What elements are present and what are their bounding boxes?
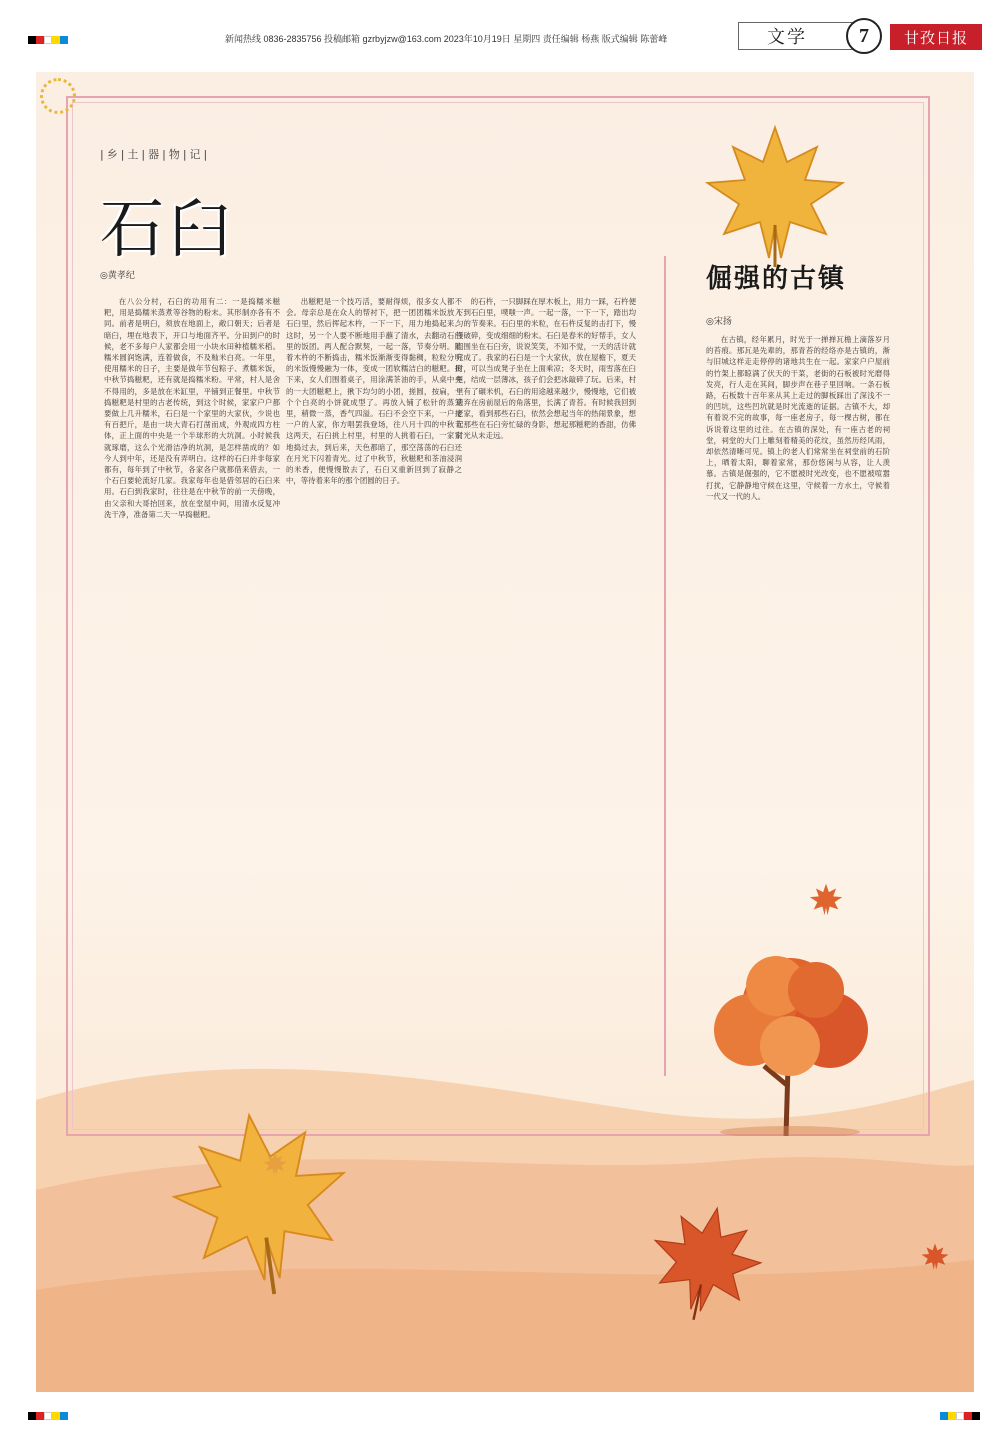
article-body-text: 在古镇，经年累月，时光于一掸掸瓦檐上滴落岁月的苔痕。那瓦是先辈的，那青苔的经络亦是古镇的，渐与旧城这样走走停停的诸地共生在一起。家家户户屋前的竹架上都晾满了伏天的干菜，老街的石板被时光磨得发亮，行人走在其间，脚步声在巷子里回响。一条石板路，石板数十百年来从其上走过的脚板踩出了深浅不一的凹坑，这些凹坑就是时光流逝的证据。古镇不大，却有着说不完的故事，每一座老房子，每一棵古树，都在诉说着这里的过往。在古镇的深处，有一座古老的祠堂，祠堂的大门上雕刻着精美的花纹，虽然历经风雨，却依然清晰可见。镇上的老人们常常坐在祠堂前的石阶上，晒着太阳，聊着家常，那份悠闲与从容，让人羡慕。古镇是倔强的，它不愿被时光改变，也不愿被喧嚣打扰，它静静地守候在这里，守候着一方水土，守候着一代又一代的人。 <box>706 335 890 501</box>
masthead-info: 新闻热线 0836-2835756 投稿邮箱 gzrbyjzw@163.com 2023年10月19日 星期四 责任编辑 杨燕 版式编辑 陈蕾峰 <box>225 34 668 44</box>
maple-leaf-icon <box>920 1240 950 1274</box>
column-divider <box>664 256 666 1076</box>
maple-leaf-icon <box>700 120 850 270</box>
article-title-2: 倔强的古镇 <box>706 264 847 294</box>
article-body-text: 出糍粑是一个技巧活，要耐得烦，很多女人都不会。母亲总是在众人的帮衬下，把一团团糯米饭放入石臼里，然后挥起木杵，一下一下，用力地捣起来。这时，另一个人要不断地用手蘸了清水，去翻动石臼里的饭团。两人配合默契，一起一落，节奏分明。随着木杵的不断捣击，糯米饭渐渐变得黏稠，粒粒分明的米饭慢慢融为一体，变成一团软糯洁白的糍粑。接下来，女人们围着桌子，用涂满茶油的手，从桌中央的一大团糍粑上，揪下均匀的小团，搓圆，按扁，一个个白亮的小饼就成型了。再放入铺了松针的蒸笼里，稍微一蒸，香气四溢。石臼不会空下来，一户接一户的人家，你方唱罢我登场，往八月十四的中秋节这两天，石臼挑上村里，村里的人挑着石臼，一家家地捣过去，到后来，天色都暗了，那空荡荡的石臼还在月光下闪着青光。过了中秋节，秋糍粑和茶油浸润的米香，便慢慢散去了，石臼又重新回到了寂静之中，等待着来年的那个团圆的日子。 <box>286 297 462 486</box>
section-label-box <box>738 22 856 50</box>
maple-leaf-icon <box>262 1150 288 1178</box>
page-number: 7 <box>846 18 882 54</box>
column-tag: |乡|土|器|物|记| <box>100 148 211 161</box>
newspaper-logo: 甘孜日报 <box>890 24 982 50</box>
article-author-2: ◎宋扬 <box>706 317 732 327</box>
maple-leaf-icon <box>808 880 844 920</box>
dotted-circle-ornament <box>40 78 76 114</box>
section-name: 文学 <box>767 27 807 48</box>
registration-bar-bottom-left <box>28 1412 68 1420</box>
masthead <box>0 0 1000 60</box>
maple-leaf-icon <box>646 1196 766 1326</box>
article-column-4 <box>706 334 890 874</box>
article-column-1 <box>104 296 280 1116</box>
article-column-2 <box>286 296 462 1086</box>
autumn-tree-icon <box>680 946 900 1136</box>
article-body-text: 在八公分村，石臼的功用有二：一是捣糯米糍粑，用是捣糯米蒸煮等谷物的粉末。其形制亦各有不同。前者是明臼，须放在地面上，敞口朝天；后者是暗臼，埋在地表下，开口与地面齐平。分田到户的时候，老不多每户人家都会用一小块水田种植糯米稻。糯米圆润饱满，连着做食，不及籼米白亮。一年里，使用糯米的日子，主要是做年节包粽子、煮糯米饭，中秋节捣糍粑，还有就是捣糯米粉。平常，村人是舍不得用的，多是放在米缸里，平铺到正餐里。中秋节捣糍粑是村里的古老传统，到这个时候，家家户户都要做上几升糯米，石臼是一个家里的大家伙，少说也有百把斤，是由一块大青石打凿而成，外观成四方柱体，正上面的中央是一个半球形的大坑洞。小时候我就琢磨，这么个光滑洁净的坑洞，是怎样凿成的？如今人到中年，还是没有弄明白。这样的石臼并非每家都有，每年到了中秋节，各家各户就都借来借去，一个石臼要轮流好几家。我家每年也是借邻居的石臼来用。石臼到我家时，往往是在中秋节的前一天傍晚，由父亲和大哥抬回来，放在堂屋中间，用清水反复冲洗干净，准备第二天一早捣糍粑。 <box>104 297 280 519</box>
maple-leaf-icon <box>166 1090 356 1310</box>
article-column-3 <box>456 296 636 1086</box>
article-title: 石臼 <box>100 193 236 267</box>
article-body-text: 的石杵，一只脚踩在厚木板上，用力一踩，石杵便下到石臼里，噗嗤一声。一起一落，一下一下，踏出均匀的节奏来。石臼里的米粒，在石杵反复的击打下，慢慢破碎，变成细细的粉末。石臼是春米的好帮手，女人们围坐在石臼旁，说说笑笑，不知不觉，一天的活计就完成了。我家的石臼是一个大家伙，放在屋檐下，夏天时，可以当成凳子坐在上面乘凉；冬天时，雨雪落在臼里，结成一层薄冰，孩子们会把冰敲碎了玩。后来，村里有了碾米机，石臼的用途越来越少，慢慢地，它们被遗弃在房前屋后的角落里，长满了青苔。有时候我回到老家，看到那些石臼，依然会想起当年的热闹景象，想起那些在石臼旁忙碌的身影，想起那糍粑的香甜，仿佛时光从未走远。 <box>456 297 636 441</box>
registration-bar-bottom-right <box>940 1412 980 1420</box>
article-author: ◎黄孝纪 <box>100 271 135 281</box>
